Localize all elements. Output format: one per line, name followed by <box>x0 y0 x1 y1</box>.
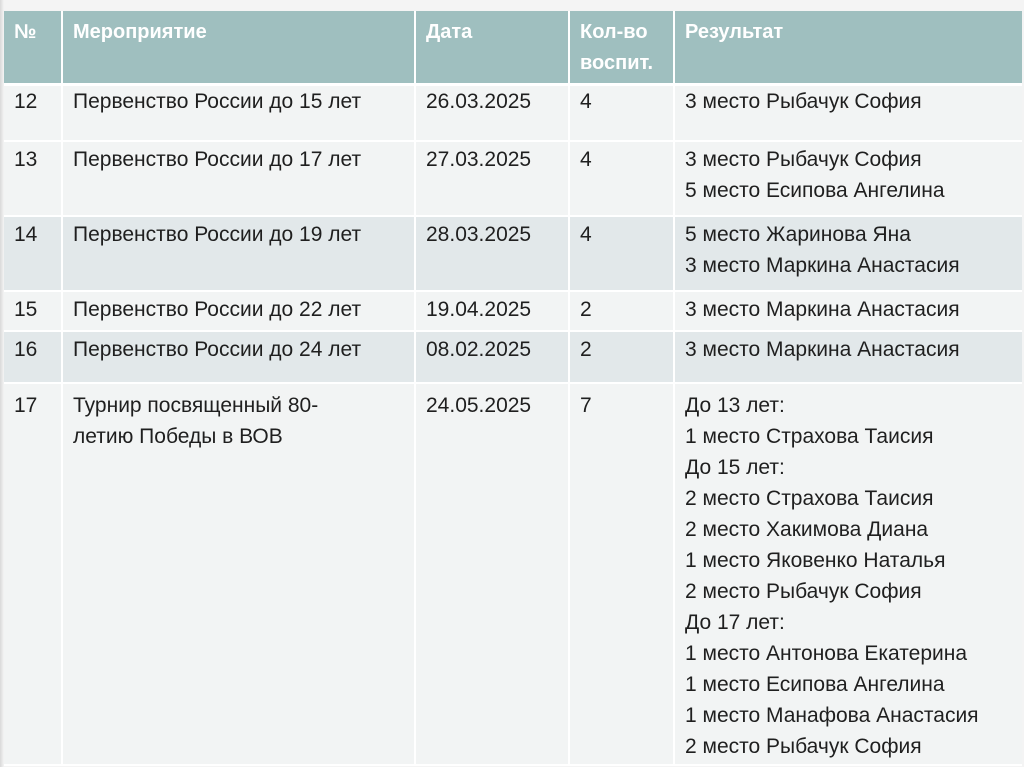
cell-count: 4 <box>569 216 674 291</box>
cell-date: 27.03.2025 <box>415 141 569 216</box>
cell-result: 3 место Маркина Анастасия <box>674 291 1022 331</box>
table-row <box>4 84 1022 141</box>
header-row <box>4 11 1022 84</box>
cell-result: 3 место Маркина Анастасия <box>674 331 1022 383</box>
cell-event: Первенство России до 22 лет <box>62 291 415 331</box>
cell-result: 3 место Рыбачук София <box>674 84 1022 141</box>
cell-date: 08.02.2025 <box>415 331 569 383</box>
header-count: Кол-во воспит. <box>569 11 674 84</box>
cell-result: 5 место Жаринова Яна 3 место Маркина Анастасия <box>674 216 1022 291</box>
cell-date: 26.03.2025 <box>415 84 569 141</box>
cell-count: 2 <box>569 331 674 383</box>
cell-date: 28.03.2025 <box>415 216 569 291</box>
cell-event: Первенство России до 17 лет <box>62 141 415 216</box>
cell-num: 12 <box>4 84 62 141</box>
cell-date: 24.05.2025 <box>415 383 569 765</box>
header-num: № <box>4 11 62 84</box>
cell-num: 14 <box>4 216 62 291</box>
header-result: Результат <box>674 11 1022 84</box>
cell-count: 7 <box>569 383 674 765</box>
cell-num: 15 <box>4 291 62 331</box>
cell-event: Первенство России до 15 лет <box>62 84 415 141</box>
cell-event: Турнир посвященный 80- летию Победы в ВОВ <box>62 383 415 765</box>
header-date: Дата <box>415 11 569 84</box>
cell-num: 16 <box>4 331 62 383</box>
cell-num: 13 <box>4 141 62 216</box>
cell-count: 2 <box>569 291 674 331</box>
cell-count: 4 <box>569 141 674 216</box>
table-body <box>4 84 1022 765</box>
cell-count: 4 <box>569 84 674 141</box>
table-row <box>4 383 1022 765</box>
table-row <box>4 141 1022 216</box>
cell-result: 3 место Рыбачук София 5 место Есипова Ангелина <box>674 141 1022 216</box>
cell-result: До 13 лет: 1 место Страхова Таисия До 15 лет: 2 место Страхова Таисия 2 место Хакимова Диана 1 место Яковенко Наталья 2 место Рыбачук София До 17 лет: 1 место Антонова Екатерина 1 место Есипова Ангелина 1 место Манафова Анастасия 2 место Рыбачук София <box>674 383 1022 765</box>
cell-date: 19.04.2025 <box>415 291 569 331</box>
cell-event: Первенство России до 19 лет <box>62 216 415 291</box>
header-event: Мероприятие <box>62 11 415 84</box>
table-row <box>4 216 1022 291</box>
events-table <box>4 11 1022 766</box>
cell-num: 17 <box>4 383 62 765</box>
table-row <box>4 331 1022 383</box>
table-header <box>4 11 1022 84</box>
table-row <box>4 291 1022 331</box>
cell-event: Первенство России до 24 лет <box>62 331 415 383</box>
